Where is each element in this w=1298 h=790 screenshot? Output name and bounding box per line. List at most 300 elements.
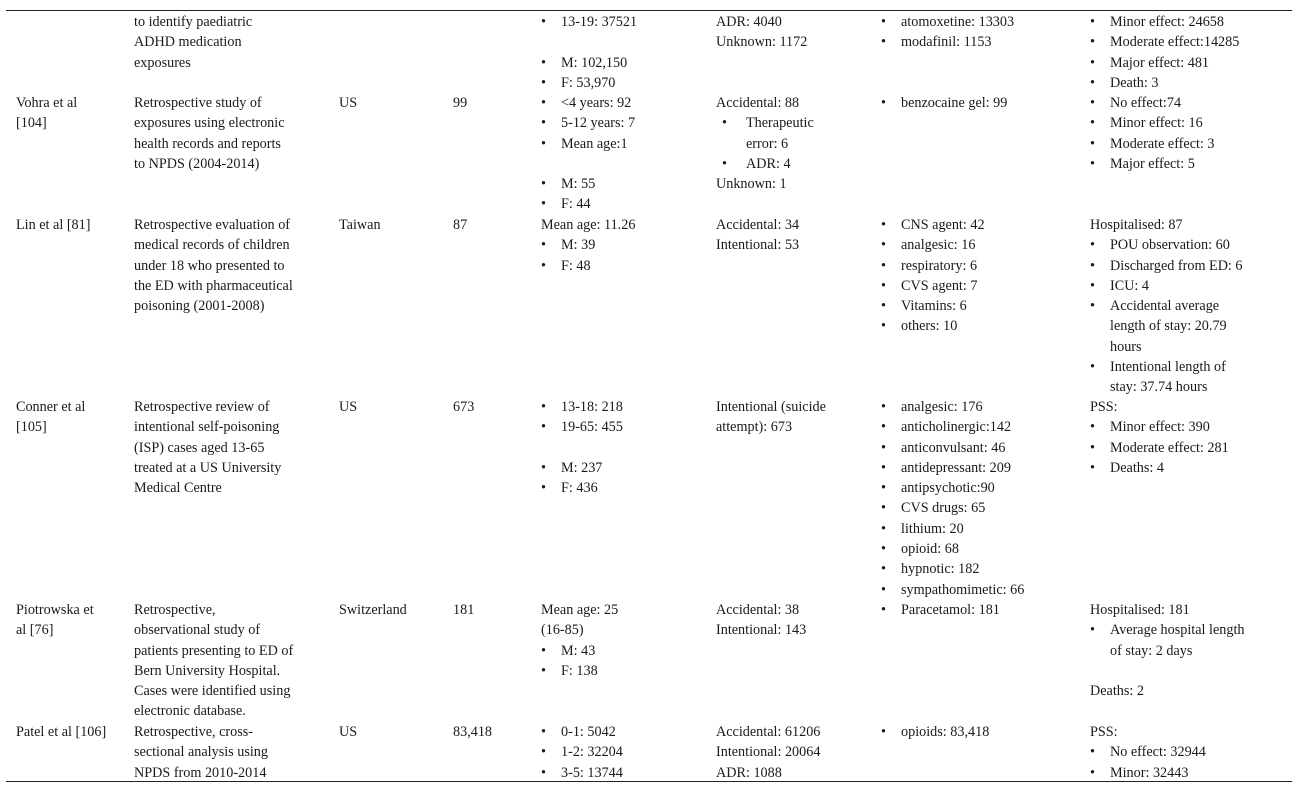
bullet-icon: •	[1090, 115, 1095, 132]
spacer	[541, 32, 701, 52]
bullet-icon: •	[1090, 419, 1095, 436]
bullet-item-continuation	[1090, 377, 1295, 397]
bullet-item	[881, 580, 1076, 600]
study-design-text: Retrospective review of	[134, 399, 270, 415]
bullet-text: F: 44	[561, 196, 591, 213]
bullet-icon: •	[881, 724, 886, 740]
study-cell	[16, 600, 124, 641]
bullet-text: Minor effect: 390	[1110, 419, 1210, 436]
bullet-icon: •	[881, 561, 886, 578]
cell-text: Intentional: 143	[716, 622, 807, 639]
bullet-icon: •	[541, 74, 546, 91]
bullet-item	[541, 12, 701, 32]
bullet-icon: •	[541, 419, 546, 436]
design-cell	[134, 722, 324, 783]
bullet-text: antidepressant: 209	[901, 459, 1011, 476]
cell-text: ADR: 4040	[716, 14, 782, 30]
bullet-icon: •	[541, 196, 546, 213]
demographics-cell	[541, 397, 701, 498]
bullet-item	[1090, 438, 1295, 458]
bullet-icon: •	[1090, 135, 1095, 152]
bullet-item	[716, 113, 866, 133]
bullet-text: Minor effect: 16	[1110, 115, 1203, 132]
country-text: Taiwan	[339, 217, 381, 233]
bullet-text: M: 237	[561, 459, 603, 476]
bullet-item	[1090, 113, 1295, 133]
bullet-text: ICU: 4	[1110, 277, 1150, 294]
study-reference: Vohra et al	[16, 95, 78, 111]
bullet-text: POU observation: 60	[1110, 237, 1230, 254]
bullet-text: Paracetamol: 181	[901, 602, 1000, 618]
bullet-item	[541, 256, 701, 276]
bullet-text: 13-19: 37521	[561, 14, 638, 30]
bullet-item	[541, 134, 701, 154]
bullet-item	[541, 641, 701, 661]
bullet-icon: •	[541, 724, 546, 740]
cases-cell	[453, 93, 523, 113]
cell-text: Accidental: 88	[716, 95, 800, 111]
bullet-item	[1090, 73, 1295, 93]
study-design-text: to identify paediatric	[134, 14, 253, 30]
outcome-cell	[1090, 215, 1295, 398]
bullet-text: analgesic: 16	[901, 237, 976, 254]
bullet-text: Average hospital length	[1110, 622, 1245, 639]
bullet-text: anticholinergic:142	[901, 419, 1012, 436]
demographics-cell	[541, 12, 701, 93]
bullet-icon: •	[881, 520, 886, 537]
bullet-text: Death: 3	[1110, 74, 1159, 91]
bullet-item	[881, 316, 1076, 336]
bullet-text: hypnotic: 182	[901, 561, 980, 578]
bullet-item	[881, 498, 1076, 518]
bullet-icon: •	[1090, 34, 1095, 51]
bullet-text: 3-5: 13744	[561, 764, 623, 781]
bullet-text: sympathomimetic: 66	[901, 581, 1025, 598]
bullet-text: M: 39	[561, 237, 596, 254]
bullet-icon: •	[541, 237, 546, 254]
case-count: 87	[453, 217, 468, 233]
bullet-text: Major effect: 5	[1110, 155, 1195, 172]
bullet-item	[881, 276, 1076, 296]
cell-text: Hospitalised: 87	[1090, 217, 1183, 233]
spacer	[541, 438, 701, 458]
study-design-text: medical records of children	[134, 237, 290, 254]
bullet-icon: •	[881, 95, 886, 111]
bullet-text: of stay: 2 days	[1110, 642, 1193, 659]
cell-text: Intentional: 53	[716, 237, 800, 254]
bullet-item	[1090, 154, 1295, 174]
country-cell	[339, 12, 444, 32]
bullet-icon: •	[541, 176, 546, 193]
demographics-cell	[541, 600, 701, 681]
outcome-cell	[1090, 722, 1295, 783]
outcome-cell	[1090, 93, 1295, 174]
study-reference: al [76]	[16, 622, 54, 639]
bullet-icon: •	[1090, 74, 1095, 91]
study-design-text: intentional self-poisoning	[134, 419, 280, 436]
cell-text: Accidental: 61206	[716, 724, 821, 740]
bullet-text: 19-65: 455	[561, 419, 623, 436]
spacer	[541, 154, 701, 174]
bullet-icon: •	[1090, 298, 1095, 315]
study-design-text: exposures using electronic	[134, 115, 285, 132]
case-count: 181	[453, 602, 475, 618]
bullet-item	[541, 458, 701, 478]
bullet-item	[881, 215, 1076, 235]
cell-text: Accidental: 38	[716, 602, 800, 618]
bullet-icon: •	[541, 257, 546, 274]
study-cell	[16, 93, 124, 134]
study-cell	[16, 397, 124, 438]
table-top-rule	[6, 10, 1292, 11]
bullet-icon: •	[1090, 459, 1095, 476]
design-cell	[134, 12, 324, 73]
bullet-icon: •	[881, 419, 886, 436]
study-design-text: Retrospective study of	[134, 95, 262, 111]
cell-text: Unknown: 1	[716, 176, 787, 193]
study-reference: [105]	[16, 419, 47, 436]
bullet-text: F: 138	[561, 662, 598, 679]
demographics-cell	[541, 722, 701, 783]
agents-cell	[881, 600, 1076, 620]
country-text: Switzerland	[339, 602, 407, 618]
bullet-icon: •	[881, 399, 886, 415]
bullet-icon: •	[1090, 622, 1095, 639]
bullet-text: Accidental average	[1110, 298, 1220, 315]
study-cell	[16, 215, 124, 235]
cell-text: Deaths: 2	[1090, 683, 1144, 700]
bullet-text: M: 43	[561, 642, 596, 659]
study-design-text: exposures	[134, 54, 191, 71]
bullet-item	[541, 478, 701, 498]
design-cell	[134, 397, 324, 498]
country-text: US	[339, 724, 358, 740]
bullet-text: M: 55	[561, 176, 596, 193]
bullet-text: opioids: 83,418	[901, 724, 990, 740]
bullet-item	[881, 722, 1076, 742]
bullet-icon: •	[881, 14, 886, 30]
study-reference: Piotrowska et	[16, 602, 94, 618]
bullet-icon: •	[881, 459, 886, 476]
bullet-item	[881, 296, 1076, 316]
cases-cell	[453, 722, 523, 742]
bullet-icon: •	[881, 217, 886, 233]
bullet-item	[881, 478, 1076, 498]
bullet-item-continuation	[716, 134, 866, 154]
reason-cell	[716, 722, 866, 783]
bullet-text: Intentional length of	[1110, 359, 1226, 376]
bullet-icon: •	[881, 602, 886, 618]
bullet-item	[1090, 93, 1295, 113]
study-design-text: Retrospective, cross-	[134, 724, 253, 740]
bullet-text: CNS agent: 42	[901, 217, 985, 233]
bullet-item	[881, 12, 1076, 32]
bullet-text: Minor: 32443	[1110, 764, 1189, 781]
bullet-text: Vitamins: 6	[901, 298, 967, 315]
bullet-text: 1-2: 32204	[561, 744, 623, 761]
bullet-icon: •	[1090, 155, 1095, 172]
bullet-text: atomoxetine: 13303	[901, 14, 1015, 30]
bullet-item	[881, 600, 1076, 620]
bullet-icon: •	[541, 642, 546, 659]
bullet-item	[881, 539, 1076, 559]
country-text	[339, 12, 444, 32]
bullet-icon: •	[1090, 277, 1095, 294]
bullet-text: analgesic: 176	[901, 399, 983, 415]
bullet-item	[541, 174, 701, 194]
study-reference: Patel et al [106]	[16, 724, 107, 740]
bullet-text: Discharged from ED: 6	[1110, 257, 1243, 274]
bullet-icon: •	[541, 480, 546, 497]
study-design-text: (ISP) cases aged 13-65	[134, 439, 265, 456]
bullet-item	[1090, 357, 1295, 377]
bullet-icon: •	[541, 399, 546, 415]
reason-cell	[716, 12, 866, 53]
study-design-text: poisoning (2001-2008)	[134, 298, 265, 315]
outcome-cell	[1090, 12, 1295, 93]
bullet-text: Mean age:1	[561, 135, 628, 152]
case-count	[453, 12, 523, 32]
bullet-icon: •	[722, 115, 727, 132]
bullet-text: Deaths: 4	[1110, 459, 1164, 476]
table-bottom-rule	[6, 781, 1292, 782]
bullet-icon: •	[541, 115, 546, 132]
bullet-item	[541, 661, 701, 681]
bullet-icon: •	[881, 581, 886, 598]
bullet-icon: •	[541, 95, 546, 111]
bullet-icon: •	[541, 764, 546, 781]
study-reference: Conner et al	[16, 399, 86, 415]
bullet-item	[881, 438, 1076, 458]
bullet-item	[1090, 763, 1295, 783]
study-design-text: Medical Centre	[134, 480, 222, 497]
study-design-text: treated at a US University	[134, 459, 282, 476]
study-design-text: electronic database.	[134, 703, 246, 720]
bullet-text: CVS agent: 7	[901, 277, 978, 294]
bullet-item	[541, 417, 701, 437]
bullet-item	[541, 763, 701, 783]
country-text: US	[339, 95, 358, 111]
bullet-text: Major effect: 481	[1110, 54, 1210, 71]
bullet-item	[1090, 134, 1295, 154]
bullet-icon: •	[541, 54, 546, 71]
bullet-text: M: 102,150	[561, 54, 628, 71]
bullet-item	[541, 73, 701, 93]
demographics-cell	[541, 93, 701, 215]
study-design-text: Cases were identified using	[134, 683, 291, 700]
bullet-icon: •	[881, 237, 886, 254]
bullet-item	[1090, 620, 1295, 640]
bullet-icon: •	[1090, 764, 1095, 781]
bullet-item	[541, 113, 701, 133]
bullet-text: others: 10	[901, 318, 958, 335]
bullet-item	[1090, 417, 1295, 437]
cell-text: Mean age: 25	[541, 602, 619, 618]
study-design-text: to NPDS (2004-2014)	[134, 155, 260, 172]
reason-cell	[716, 215, 866, 256]
bullet-text: error: 6	[746, 135, 789, 152]
cases-cell	[453, 397, 523, 417]
bullet-text: No effect:74	[1110, 95, 1182, 111]
bullet-icon: •	[1090, 744, 1095, 761]
bullet-text: benzocaine gel: 99	[901, 95, 1008, 111]
study-design-text: health records and reports	[134, 135, 281, 152]
bullet-text: lithium: 20	[901, 520, 964, 537]
bullet-icon: •	[541, 662, 546, 679]
study-design-text: Retrospective evaluation of	[134, 217, 291, 233]
agents-cell	[881, 397, 1076, 600]
bullet-text: No effect: 32944	[1110, 744, 1206, 761]
cases-cell	[453, 12, 523, 32]
cell-text: (16-85)	[541, 622, 584, 639]
bullet-icon: •	[881, 500, 886, 517]
bullet-icon: •	[881, 298, 886, 315]
design-cell	[134, 93, 324, 174]
bullet-text: F: 436	[561, 480, 598, 497]
bullet-text: anticonvulsant: 46	[901, 439, 1006, 456]
bullet-item	[881, 93, 1076, 113]
bullet-icon: •	[541, 459, 546, 476]
study-design-text: patients presenting to ED of	[134, 642, 294, 659]
bullet-text: F: 48	[561, 257, 591, 274]
bullet-item	[1090, 276, 1295, 296]
outcome-cell	[1090, 600, 1295, 701]
bullet-text: ADR: 4	[746, 155, 791, 172]
bullet-item	[1090, 296, 1295, 316]
cell-text: PSS:	[1090, 724, 1118, 740]
study-design-text: Bern University Hospital.	[134, 662, 281, 679]
bullet-item	[541, 53, 701, 73]
bullet-item	[881, 417, 1076, 437]
bullet-item	[881, 559, 1076, 579]
bullet-text: Therapeutic	[746, 115, 814, 132]
study-design-text: sectional analysis using	[134, 744, 268, 761]
bullet-text: 13-18: 218	[561, 399, 623, 415]
outcome-cell	[1090, 397, 1295, 478]
bullet-text: Moderate effect:14285	[1110, 34, 1240, 51]
cell-text: PSS:	[1090, 399, 1118, 415]
country-cell	[339, 397, 444, 417]
country-cell	[339, 722, 444, 742]
study-reference: Lin et al [81]	[16, 217, 91, 233]
bullet-text: Moderate effect: 3	[1110, 135, 1215, 152]
bullet-icon: •	[541, 135, 546, 152]
study-design-text: the ED with pharmaceutical	[134, 277, 293, 294]
study-design-text: Retrospective,	[134, 602, 216, 618]
spacer	[1090, 661, 1295, 681]
cell-text: Accidental: 34	[716, 217, 800, 233]
reason-cell	[716, 600, 866, 641]
study-design-text: under 18 who presented to	[134, 257, 285, 274]
cell-text: Hospitalised: 181	[1090, 602, 1190, 618]
bullet-text: Moderate effect: 281	[1110, 439, 1229, 456]
bullet-item	[881, 256, 1076, 276]
bullet-text: 5-12 years: 7	[561, 115, 636, 132]
bullet-text: hours	[1110, 338, 1142, 355]
bullet-icon: •	[1090, 14, 1095, 30]
agents-cell	[881, 215, 1076, 337]
bullet-icon: •	[881, 439, 886, 456]
bullet-item	[881, 458, 1076, 478]
bullet-item-continuation	[1090, 337, 1295, 357]
design-cell	[134, 215, 324, 316]
bullet-item	[881, 397, 1076, 417]
bullet-item	[881, 519, 1076, 539]
cell-text: Mean age: 11.26	[541, 217, 636, 233]
study-design-text: ADHD medication	[134, 34, 242, 51]
bullet-icon: •	[1090, 237, 1095, 254]
country-cell	[339, 215, 444, 235]
bullet-icon: •	[722, 155, 727, 172]
bullet-text: modafinil: 1153	[901, 34, 992, 51]
country-text: US	[339, 399, 358, 415]
bullet-item	[1090, 458, 1295, 478]
bullet-icon: •	[1090, 95, 1095, 111]
bullet-item	[881, 235, 1076, 255]
cases-cell	[453, 215, 523, 235]
bullet-text: respiratory: 6	[901, 257, 978, 274]
case-count: 83,418	[453, 724, 493, 740]
bullet-icon: •	[1090, 439, 1095, 456]
bullet-item	[541, 722, 701, 742]
bullet-text: <4 years: 92	[561, 95, 632, 111]
bullet-text: opioid: 68	[901, 541, 959, 558]
demographics-cell	[541, 215, 701, 276]
cases-cell	[453, 600, 523, 620]
country-cell	[339, 600, 444, 620]
bullet-icon: •	[881, 480, 886, 497]
bullet-item	[541, 194, 701, 214]
bullet-text: length of stay: 20.79	[1110, 318, 1227, 335]
cell-text: attempt): 673	[716, 419, 793, 436]
agents-cell	[881, 93, 1076, 113]
bullet-item	[1090, 53, 1295, 73]
design-cell	[134, 600, 324, 722]
country-cell	[339, 93, 444, 113]
bullet-item	[1090, 32, 1295, 52]
bullet-text: Minor effect: 24658	[1110, 14, 1224, 30]
bullet-item	[716, 154, 866, 174]
bullet-item	[1090, 235, 1295, 255]
bullet-icon: •	[881, 257, 886, 274]
bullet-icon: •	[881, 34, 886, 51]
study-reference: [104]	[16, 115, 47, 132]
study-design-text: observational study of	[134, 622, 261, 639]
study-cell	[16, 722, 124, 742]
bullet-text: CVS drugs: 65	[901, 500, 986, 517]
bullet-text: antipsychotic:90	[901, 480, 995, 497]
case-count: 673	[453, 399, 475, 415]
cell-text: Intentional (suicide	[716, 399, 826, 415]
bullet-icon: •	[1090, 257, 1095, 274]
bullet-item	[541, 235, 701, 255]
bullet-item	[881, 32, 1076, 52]
bullet-text: F: 53,970	[561, 74, 616, 91]
cell-text: Unknown: 1172	[716, 34, 808, 51]
cell-text: Intentional: 20064	[716, 744, 821, 761]
bullet-icon: •	[1090, 359, 1095, 376]
reason-cell	[716, 93, 866, 194]
bullet-item	[541, 93, 701, 113]
bullet-item	[1090, 12, 1295, 32]
bullet-icon: •	[881, 318, 886, 335]
bullet-text: stay: 37.74 hours	[1110, 379, 1208, 396]
bullet-item	[1090, 256, 1295, 276]
bullet-icon: •	[1090, 54, 1095, 71]
bullet-item	[541, 397, 701, 417]
bullet-icon: •	[881, 541, 886, 558]
cell-text: ADR: 1088	[716, 764, 782, 781]
